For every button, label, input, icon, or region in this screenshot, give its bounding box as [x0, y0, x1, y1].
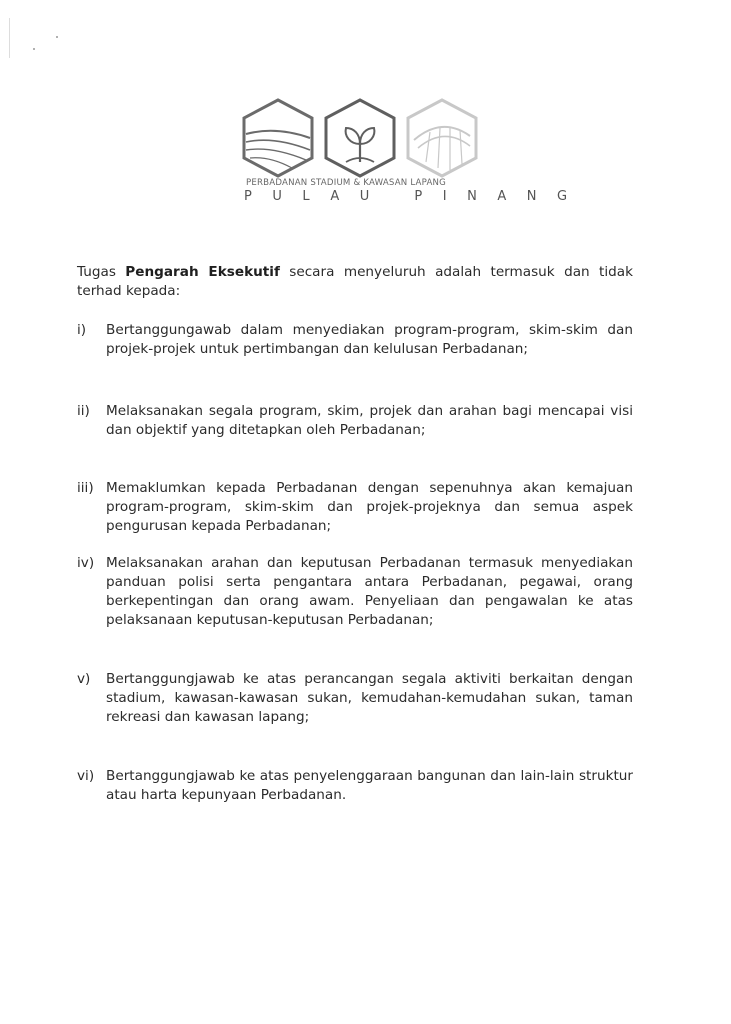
stadium-hexagon-icon [408, 100, 476, 176]
sprout-hexagon-icon [326, 100, 394, 176]
intro-prefix: Tugas [77, 264, 126, 280]
organization-logo [240, 96, 588, 216]
logo-hexagons-graphic [240, 96, 480, 180]
duty-item-number: v) [77, 671, 91, 687]
duty-item-number: i) [77, 322, 87, 338]
intro-paragraph [77, 263, 633, 301]
scan-edge-mark [9, 18, 10, 58]
duty-item-text: Melaksanakan segala program, skim, projek dan arahan bagi mencapai visi dan objektif yang ditetapkan oleh Perbadanan; [106, 403, 633, 438]
duty-item-text: Bertanggungawab dalam menyediakan program-program, skim-skim dan projek-projek untuk pertimbangan dan kelulusan Perbadanan; [106, 322, 633, 357]
duty-item-text: Bertanggungjawab ke atas penyelenggaraan bangunan dan lain-lain struktur atau harta kepunyaan Perbadanan. [106, 768, 633, 803]
duty-item-text: Bertanggungjawab ke atas perancangan segala aktiviti berkaitan dengan stadium, kawasan-kawasan sukan, kemudahan-kemudahan sukan, taman rekreasi dan kawasan lapang; [106, 671, 633, 725]
field-hexagon-icon [244, 100, 312, 176]
scan-speck [56, 36, 58, 38]
duty-item-number: vi) [77, 768, 95, 784]
duty-item-number: iii) [77, 480, 94, 496]
duty-item-text: Melaksanakan arahan dan keputusan Perbadanan termasuk menyediakan panduan polisi serta pengantara antara Perbadanan, pegawai, orang berkepentingan dan orang awam. Penyeliaan dan pengawalan ke atas pelaksanaan keputusan-keputusan Perbadanan; [106, 555, 633, 628]
logo-organization-name: PERBADANAN STADIUM & KAWASAN LAPANG [246, 178, 447, 188]
logo-location-name: PULAU PINANG [244, 189, 588, 204]
duty-item-number: iv) [77, 555, 95, 571]
duty-item-text: Memaklumkan kepada Perbadanan dengan sepenuhnya akan kemajuan program-program, skim-skim dan projek-projeknya dan semua aspek pengurusan kepada Perbadanan; [106, 480, 633, 534]
scan-speck [33, 48, 35, 50]
intro-role-title: Pengarah Eksekutif [125, 264, 280, 280]
duty-item-number: ii) [77, 403, 90, 419]
intro-suffix: secara menyeluruh adalah termasuk dan tidak terhad kepada: [77, 264, 633, 299]
